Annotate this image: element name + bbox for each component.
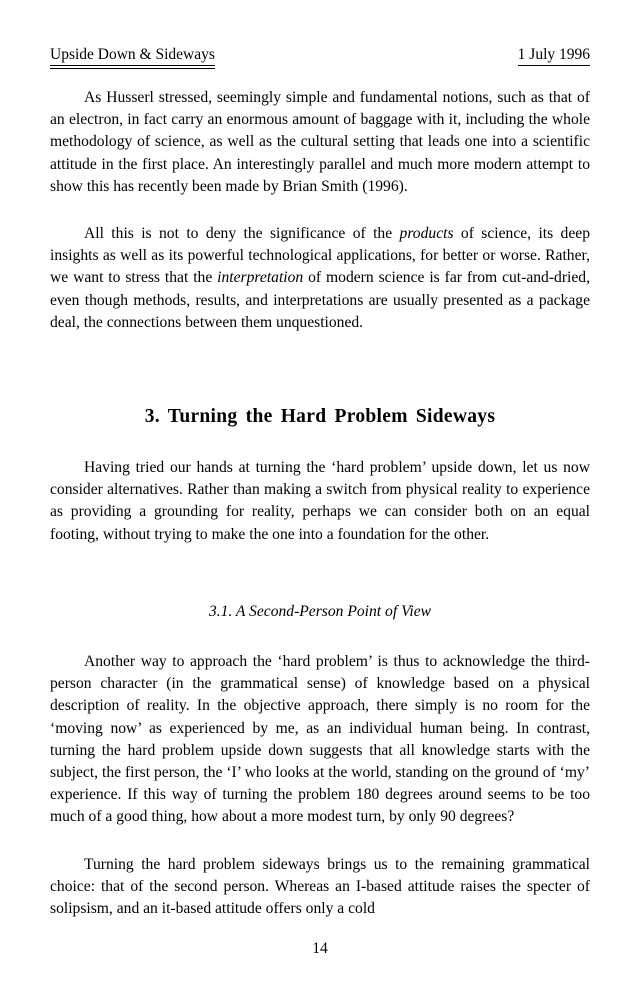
paragraph-text: of science, its deep insights as well as its powerful technological applications, for better or worse. Rather, we want to stress that the (50, 225, 590, 287)
paragraph-second-person: Turning the hard problem sideways brings us to the remaining grammatical choice: that of the second person. Whereas an I-based attitude raises the specter of solipsism, and an it-based attitude offers only a cold (50, 856, 590, 918)
paragraph-significance (50, 223, 590, 334)
emphasis-interpretation: interpretation (217, 269, 304, 287)
section-heading: 3. Turning the Hard Problem Sideways (144, 406, 496, 427)
page-number: 14 (312, 940, 328, 957)
paragraph-text: of modern science is far from cut-and-dried, even though methods, results, and interpretations are usually presented as a package deal, the connections between them unquestioned. (50, 269, 590, 331)
running-head (50, 46, 590, 70)
paragraph-text: All this is not to deny the significance of the (84, 225, 400, 242)
running-head-title: Upside Down & Sideways (50, 46, 215, 66)
paragraph-alternatives: Having tried our hands at turning the ‘hard problem’ upside down, let us now consider alternatives. Rather than making a switch from physical reality to experience as providing a grounding for reality, perhaps we can consider both on an equal footing, without trying to make the one into a foundation for the other. (50, 459, 590, 543)
document-page (50, 0, 590, 1004)
paragraph-third-person: Another way to approach the ‘hard problem’ is thus to acknowledge the third-person character (in the grammatical sense) of knowledge based on a physical description of reality. In the objective approach, there simply is no room for the ‘moving now’ as experienced by me, as an individual human being. In contrast, turning the hard problem upside down suggests that all knowledge starts with the subject, the first person, the ‘I’ who looks at the world, standing on the ground of ‘my’ experience. If this way of turning the problem 180 degrees around seems to be too much of a good thing, how about a more modest turn, by only 90 degrees? (50, 653, 590, 826)
emphasis-products: products (399, 225, 454, 242)
paragraph-husserl: As Husserl stressed, seemingly simple and fundamental notions, such as that of an electron, in fact carry an enormous amount of baggage with it, including the whole methodology of science, as well as the cultural setting that leads one into a scientific attitude in the first place. An interestingly parallel and much more modern attempt to show this has recently been made by Brian Smith (1996). (50, 89, 590, 195)
subsection-heading: 3.1. A Second-Person Point of View (208, 603, 432, 620)
running-head-date: 1 July 1996 (518, 46, 590, 66)
